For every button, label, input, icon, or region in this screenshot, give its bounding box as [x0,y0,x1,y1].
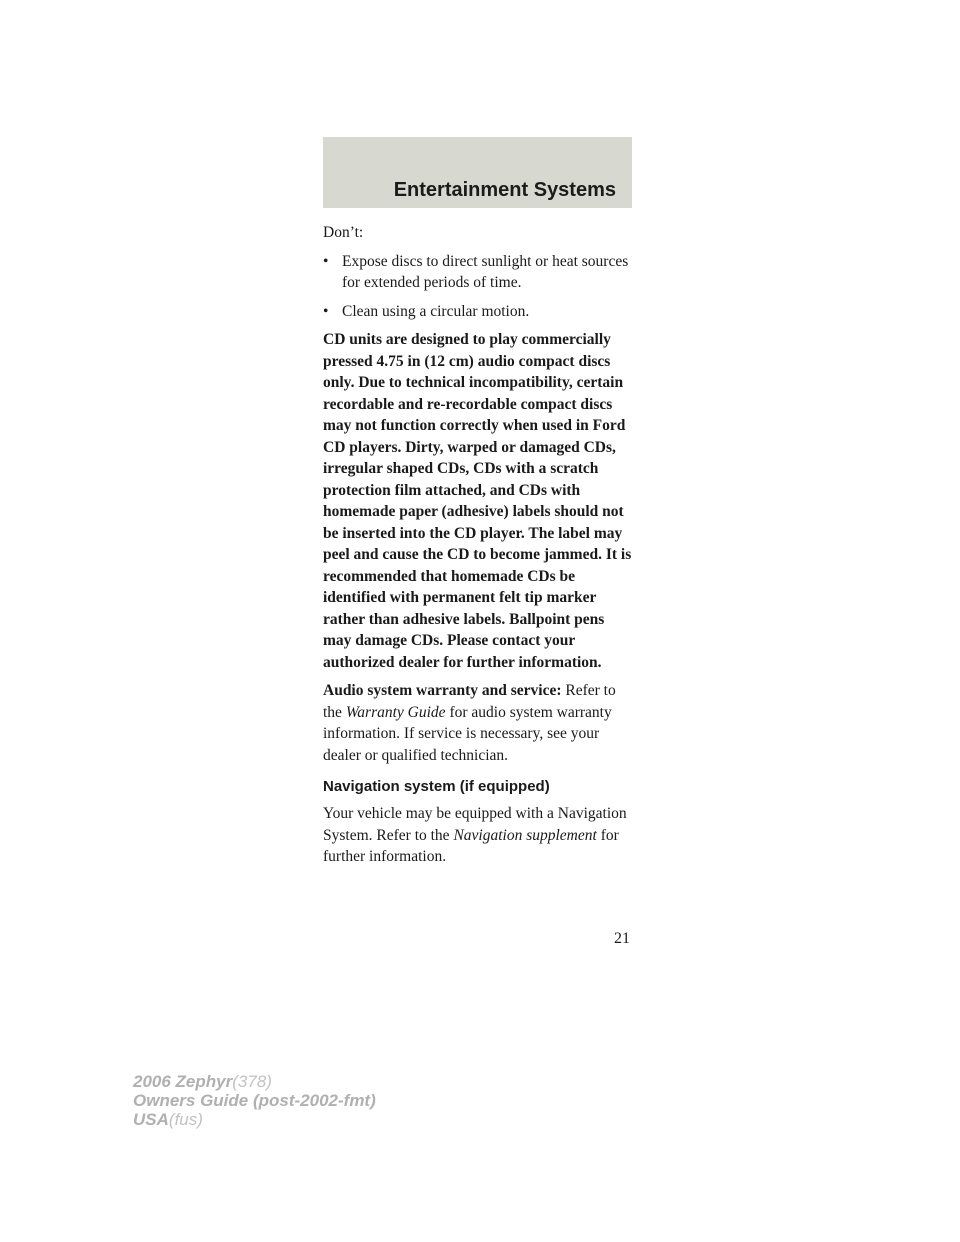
warranty-paragraph [323,680,633,766]
section-header-band [323,137,632,208]
footer-line-2 [133,1091,376,1110]
navigation-supplement-title: Navigation supplement [453,826,597,844]
navigation-paragraph [323,803,633,868]
footer-line-3 [133,1110,376,1129]
footer-model-code: (378) [232,1072,272,1091]
footer-line-1 [133,1072,376,1091]
navigation-heading: Navigation system (if equipped) [323,778,550,795]
page-number: 21 [614,930,630,947]
dont-list [323,251,633,323]
navigation-text-before: Your vehicle may be equipped with a Navigation System. Refer to the [323,805,627,844]
page-content [323,222,633,875]
document-footer [133,1072,376,1129]
navigation-text-after: for further information. [323,826,619,865]
footer-guide-name: Owners Guide (post-2002-fmt) [133,1091,376,1110]
cd-warning-paragraph: CD units are designed to play commercially pressed 4.75 in (12 cm) audio compact discs only. Due to technical incompatibility, certain recordable and re-recordable compact discs may not function correctly when used in Ford CD players. Dirty, warped or damaged CDs, irregular shaped CDs, CDs with a scratch protection film attached, and CDs with homemade paper (adhesive) labels should not be inserted into the CD player. The label may peel and cause the CD to become jammed. It is recommended that homemade CDs be identified with permanent felt tip marker rather than adhesive labels. Ballpoint pens may damage CDs. Please contact your authorized dealer for further information. [323,331,632,671]
footer-market-code: (fus) [168,1110,203,1129]
footer-market: USA [133,1110,169,1129]
list-item-text: Expose discs to direct sunlight or heat sources for extended periods of time. [342,252,629,291]
bullet-icon: • [323,302,329,320]
dont-label: Don’t: [323,224,364,241]
warranty-text-after: for audio system warranty information. If service is necessary, see your dealer or qualified technician. [323,703,612,764]
list-item [323,301,633,323]
footer-model: 2006 Zephyr [133,1072,233,1091]
bullet-icon: • [323,252,329,270]
list-item [323,251,633,294]
list-item-text: Clean using a circular motion. [342,302,530,320]
warranty-label: Audio system warranty and service: [323,682,562,699]
warranty-guide-title: Warranty Guide [345,703,446,721]
section-title: Entertainment Systems [393,179,616,201]
warranty-text-before: Refer to the [323,682,616,721]
